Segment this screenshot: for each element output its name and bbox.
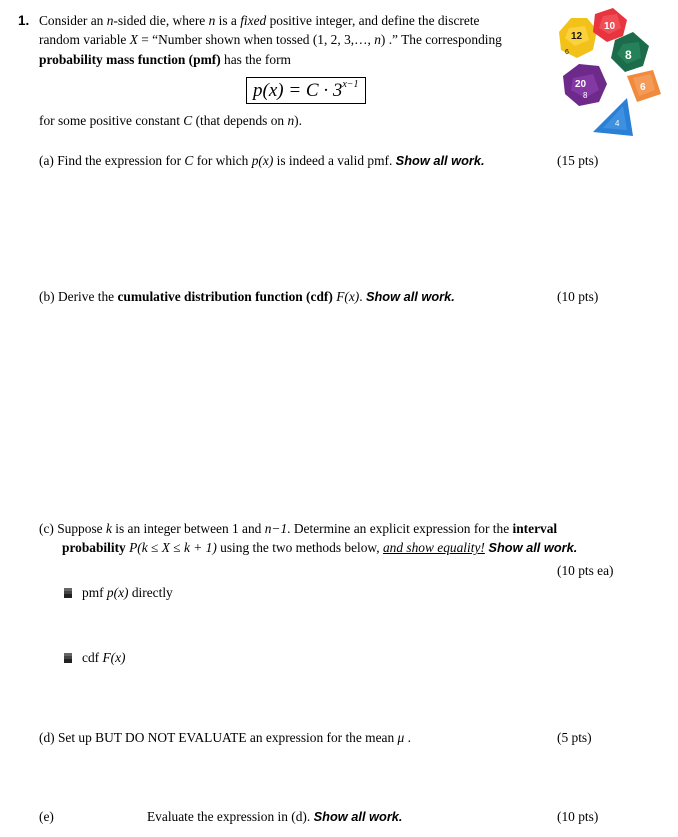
d10-label: 10 bbox=[604, 21, 616, 32]
intro-text: ) .” The corresponding bbox=[380, 32, 502, 47]
part-d-text: . bbox=[404, 730, 411, 745]
bullet-text: pmf bbox=[82, 585, 107, 600]
intro-text: has the form bbox=[220, 52, 291, 67]
part-a-points: (15 pts) bbox=[557, 153, 599, 168]
part-e-points: (10 pts) bbox=[557, 809, 599, 824]
part-a-text: for which bbox=[193, 153, 252, 168]
const-text: ). bbox=[294, 113, 302, 128]
var-mu: μ bbox=[397, 730, 405, 745]
formula-lhs: p(x) = C · 3 bbox=[253, 80, 343, 101]
d6-label: 6 bbox=[640, 82, 646, 93]
show-all-work: Show all work. bbox=[365, 289, 455, 304]
dice-illustration bbox=[553, 6, 665, 140]
part-a-text: (a) Find the expression for bbox=[39, 153, 185, 168]
intro-line-2 bbox=[39, 30, 502, 49]
intro-text: -sided die, where bbox=[113, 13, 209, 28]
d4-die bbox=[593, 98, 633, 136]
var-Fx: F(x) bbox=[336, 289, 360, 304]
part-c-text: is an integer between 1 and bbox=[111, 521, 265, 536]
var-n: n bbox=[106, 13, 114, 28]
const-text: (that depends on bbox=[192, 113, 288, 128]
square-bullet-icon bbox=[64, 653, 72, 663]
constant-line bbox=[39, 111, 302, 130]
d10-die bbox=[593, 8, 627, 42]
var-C: C bbox=[183, 113, 193, 128]
pmf-formula bbox=[246, 77, 366, 104]
part-e-label: (e) bbox=[39, 809, 54, 824]
show-equality: and show equality! bbox=[382, 540, 485, 555]
question-number: 1. bbox=[18, 13, 30, 28]
part-e-prompt bbox=[147, 807, 402, 827]
var-px: p(x) bbox=[106, 585, 129, 600]
show-all-work: Show all work. bbox=[313, 809, 403, 824]
show-all-work: Show all work. bbox=[395, 153, 485, 168]
pmf-term: probability mass function (pmf) bbox=[39, 52, 221, 67]
part-b-points: (10 pts) bbox=[557, 289, 599, 304]
d20-die bbox=[563, 64, 607, 106]
interval-term: interval bbox=[512, 521, 558, 536]
bullet-text: cdf bbox=[82, 650, 103, 665]
d20-face-8: 8 bbox=[583, 91, 588, 100]
d12-die bbox=[559, 18, 597, 58]
intro-line-3 bbox=[39, 50, 291, 69]
fixed-word: fixed bbox=[240, 13, 267, 28]
var-Fx: F(x) bbox=[102, 650, 126, 665]
var-n-minus-1: n−1 bbox=[264, 521, 288, 536]
var-n: n bbox=[208, 13, 216, 28]
var-n: n bbox=[287, 113, 295, 128]
d4-label: 4 bbox=[615, 119, 620, 128]
d12-label: 12 bbox=[571, 31, 583, 42]
d6-die bbox=[627, 70, 661, 102]
var-px: p(x) bbox=[251, 153, 274, 168]
intro-text: = “Number shown when tossed (1, 2, 3,…, bbox=[137, 32, 375, 47]
part-c-line-2 bbox=[62, 538, 577, 558]
cdf-term: cumulative distribution function (cdf) bbox=[117, 289, 333, 304]
var-k: k bbox=[105, 521, 112, 536]
intro-text: positive integer, and define the discrete bbox=[266, 13, 480, 28]
const-text: for some positive constant bbox=[39, 113, 184, 128]
interval-expression: P(k ≤ X ≤ k + 1) bbox=[129, 540, 217, 555]
part-c-text: (c) Suppose bbox=[39, 521, 106, 536]
var-C: C bbox=[184, 153, 194, 168]
part-d-prompt bbox=[39, 728, 411, 747]
part-b-prompt bbox=[39, 287, 455, 307]
bullet-text: directly bbox=[128, 585, 173, 600]
var-X: X bbox=[129, 32, 138, 47]
part-c-points: (10 pts ea) bbox=[557, 563, 614, 578]
part-d-points: (5 pts) bbox=[557, 730, 592, 745]
bullet-cdf bbox=[64, 648, 126, 667]
d12-face-6: 6 bbox=[565, 49, 569, 56]
d20-label: 20 bbox=[575, 79, 587, 90]
part-a-text: is indeed a valid pmf. bbox=[273, 153, 396, 168]
part-c-line-1 bbox=[39, 519, 557, 538]
part-d-text: (d) Set up BUT DO NOT EVALUATE an expression for the mean bbox=[39, 730, 398, 745]
show-all-work: Show all work. bbox=[484, 540, 578, 555]
intro-line-1 bbox=[39, 11, 480, 30]
square-bullet-icon bbox=[64, 588, 72, 598]
probability-term: probability bbox=[62, 540, 126, 555]
bullet-pmf bbox=[64, 583, 173, 602]
part-c-text: . Determine an explicit expression for the bbox=[287, 521, 513, 536]
part-c-text: using the two methods below, bbox=[216, 540, 383, 555]
var-n: n bbox=[374, 32, 381, 47]
intro-text: is a bbox=[215, 13, 241, 28]
part-e-text: Evaluate the expression in (d). bbox=[147, 809, 314, 824]
formula-exponent: x−1 bbox=[342, 79, 359, 90]
d8-label: 8 bbox=[625, 48, 632, 62]
intro-text: Consider an bbox=[39, 13, 107, 28]
part-b-text: . bbox=[359, 289, 366, 304]
intro-text: random variable bbox=[39, 32, 130, 47]
part-b-text: (b) Derive the bbox=[39, 289, 118, 304]
part-a-prompt bbox=[39, 151, 485, 171]
